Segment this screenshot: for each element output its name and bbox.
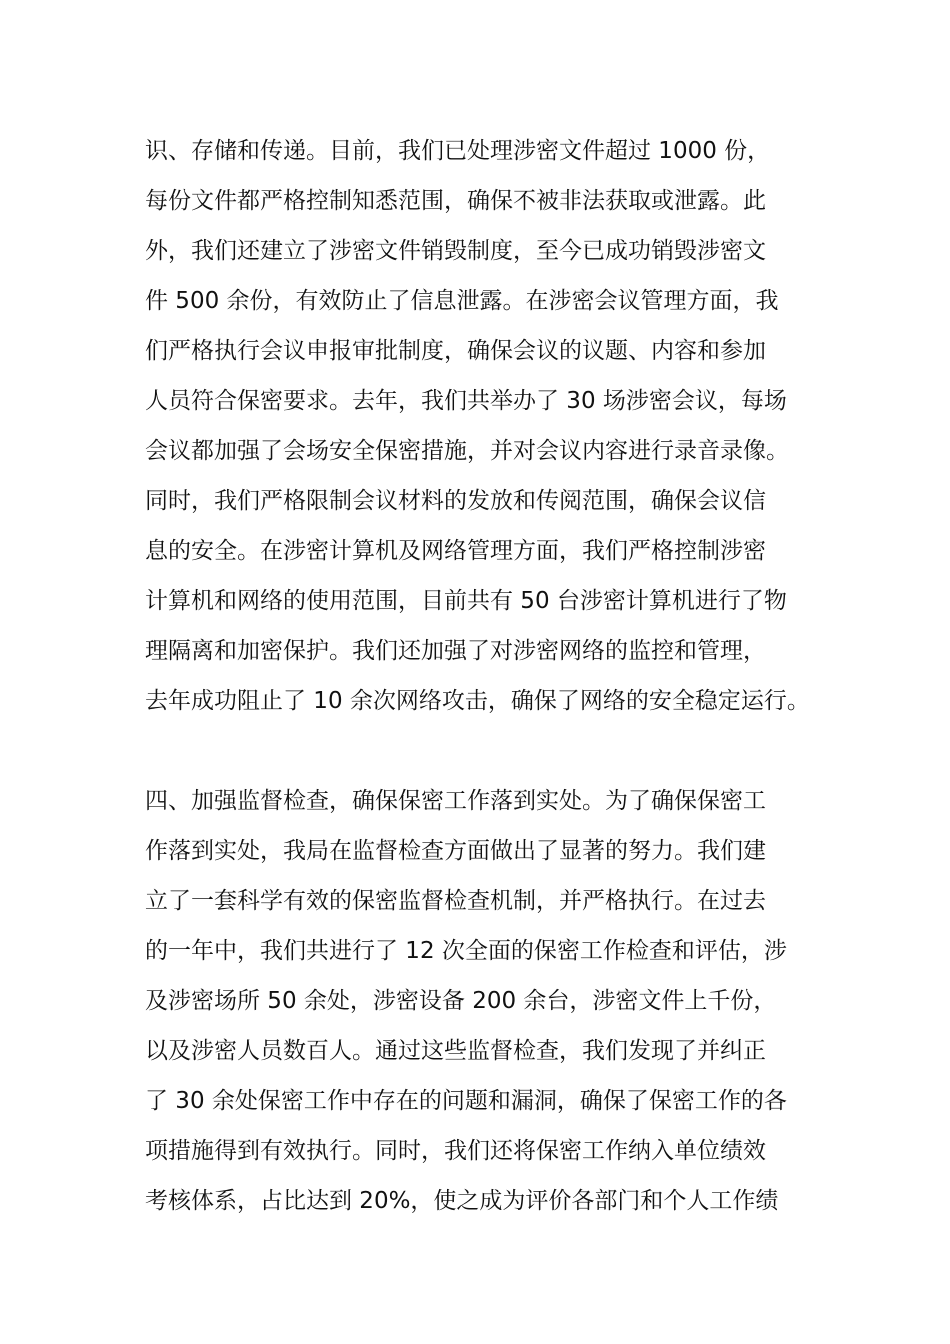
text-line: 作落到实处，我局在监督检查方面做出了显著的努力。我们建	[145, 838, 766, 864]
text-line: 项措施得到有效执行。同时，我们还将保密工作纳入单位绩效	[145, 1138, 766, 1164]
text-line: 及涉密场所 50 余处，涉密设备 200 余台，涉密文件上千份，	[145, 988, 777, 1014]
text-line: 息的安全。在涉密计算机及网络管理方面，我们严格控制涉密	[145, 538, 766, 564]
text-line: 理隔离和加密保护。我们还加强了对涉密网络的监控和管理，	[145, 638, 766, 664]
text-line: 立了一套科学有效的保密监督检查机制，并严格执行。在过去	[145, 888, 766, 914]
text-line: 人员符合保密要求。去年，我们共举办了 30 场涉密会议，每场	[145, 388, 787, 414]
text-line: 计算机和网络的使用范围，目前共有 50 台涉密计算机进行了物	[145, 588, 787, 614]
text-line: 以及涉密人员数百人。通过这些监督检查，我们发现了并纠正	[145, 1038, 766, 1064]
text-line: 了 30 余处保密工作中存在的问题和漏洞，确保了保密工作的各	[145, 1088, 787, 1114]
text-line: 会议都加强了会场安全保密措施，并对会议内容进行录音录像。	[145, 438, 789, 464]
text-line: 考核体系，占比达到 20%，使之成为评价各部门和个人工作绩	[145, 1188, 779, 1214]
text-line: 件 500 余份，有效防止了信息泄露。在涉密会议管理方面，我	[145, 288, 779, 314]
text-line: 识、存储和传递。目前，我们已处理涉密文件超过 1000 份，	[145, 138, 771, 164]
text-line: 同时，我们严格限制会议材料的发放和传阅范围，确保会议信	[145, 488, 766, 514]
text-line: 的一年中，我们共进行了 12 次全面的保密工作检查和评估，涉	[145, 938, 787, 964]
text-line: 外，我们还建立了涉密文件销毁制度，至今已成功销毁涉密文	[145, 238, 766, 264]
text-line: 每份文件都严格控制知悉范围，确保不被非法获取或泄露。此	[145, 188, 766, 214]
text-line: 去年成功阻止了 10 余次网络攻击，确保了网络的安全稳定运行。	[145, 688, 810, 714]
text-line: 们严格执行会议申报审批制度，确保会议的议题、内容和参加	[145, 338, 766, 364]
text-line: 四、加强监督检查，确保保密工作落到实处。为了确保保密工	[145, 788, 766, 814]
